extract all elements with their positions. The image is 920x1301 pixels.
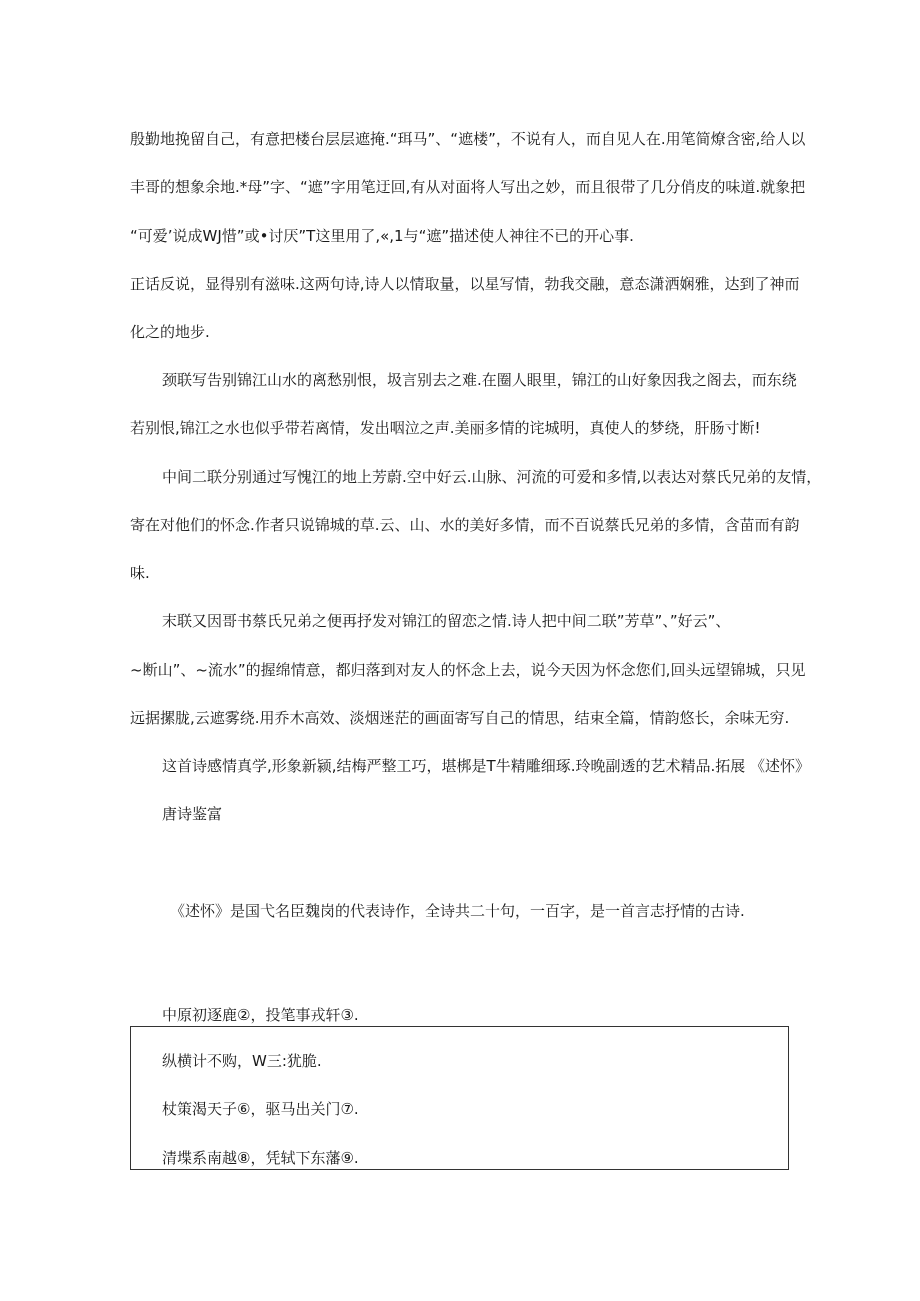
paragraph-1-line-2: 丰哥的想象余地.*母”字、“遮”字用笔迂回,有从对面将人写出之妙，而且很带了几分俏皮的味道.就象把 <box>130 178 806 196</box>
paragraph-4-line-2: 寄在对他们的怀念.作者只说锦城的草.云、山、水的美好多情，而不百说蔡氏兄弟的多情，含苗而有韵 <box>130 516 800 534</box>
paragraph-3-line-1: 颈联写告别锦江山水的离愁别恨，圾言别去之难.在圈人眼里，锦江的山好象因我之阁去，而东绕 <box>162 371 797 389</box>
paragraph-1-line-1: 殷勤地挽留自己，有意把楼台层层遮掩.“珥马”、“遮楼”，不说有人，而自见人在.用笔简燎含密,给人以 <box>130 130 806 148</box>
paragraph-3-line-2: 若别恨,锦江之水也似乎带若离情，发出咽泣之声.美丽多情的诧城明，真使人的梦绕，肝肠寸断! <box>130 419 761 437</box>
poem-intro: 《述怀》是国弋名臣魏岗的代表诗作，全诗共二十句，一百字，是一首言志抒情的古诗. <box>170 902 745 920</box>
poem-line-2: 纵横计不购，W三:犹脆. <box>162 1052 322 1070</box>
paragraph-6-line-1: 这首诗感情真学,形象新颍,结梅严整工巧，堪梆是T牛精雕细琢.玲晚副透的艺术精品.拓展 《述怀》 <box>162 757 811 775</box>
poem-line-3: 杖策渴天子⑥，驱马出关门⑦. <box>162 1100 359 1118</box>
paragraph-5-line-3: 远据摞胧,云遮雾绕.用乔木高效、淡烟迷茫的画面寄写自己的情思，结束全篇，情韵悠长，余味无穷. <box>130 709 790 727</box>
poem-line-1: 中原初逐鹿②，投笔事戎轩③. <box>162 1006 359 1024</box>
paragraph-2-line-2: 化之的地步. <box>130 323 210 341</box>
paragraph-5-line-2: ~断山”、~流水”的握绵情意，都归落到对友人的怀念上去，说今天因为怀念您们,回头远望锦城，只见 <box>130 661 806 679</box>
paragraph-4-line-1: 中间二联分别通过写愧江的地上芳蔚.空中好云.山脉、河流的可爱和多情,以表达对蔡氏兄弟的友情， <box>162 468 822 486</box>
paragraph-6-line-2: 唐诗鉴富 <box>162 805 223 823</box>
paragraph-4-line-3: 味. <box>130 564 150 582</box>
paragraph-2-line-1: 正话反说，显得别有滋味.这两句诗,诗人以情取量，以星写情，勃我交融，意态潇洒娴雅，达到了神而 <box>130 275 800 293</box>
paragraph-1-line-3: “可爱’说成WJ惜”或•讨厌”T这里用了,«,1与“遮”描述使人神往不已的开心事. <box>130 227 634 245</box>
poem-line-4: 清堞系南越⑧，凭轼下东藩⑨. <box>162 1149 359 1167</box>
paragraph-5-line-1: 末联又因哥书蔡氏兄弟之便再抒发对锦江的留恋之情.诗人把中间二联”芳草”、”好云”、 <box>162 612 731 630</box>
